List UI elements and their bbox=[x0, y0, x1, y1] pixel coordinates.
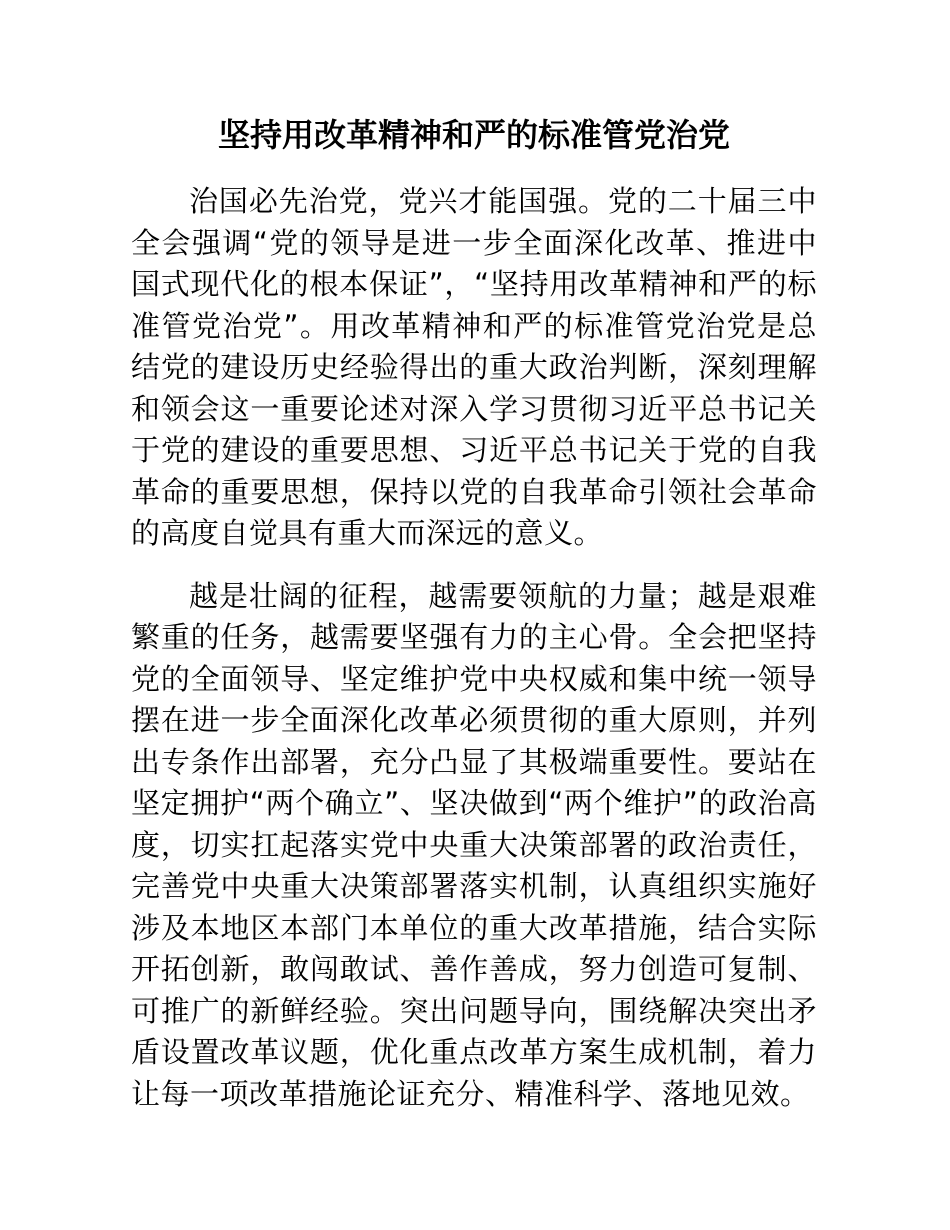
paragraph-body: 越是壮阔的征程，越需要领航的力量；越是艰难繁重的任务，越需要坚强有力的主心骨。全会把坚持党的全面领导、坚定维护党中央权威和集中统一领导摆在进一步全面深化改革必须贯彻的重大原则，并列出专条作出部署，充分凸显了其极端重要性。要站在坚定拥护“两个确立”、坚决做到“两个维护”的政治高度，切实扛起落实党中央重大决策部署的政治责任，完善党中央重大决策部署落实机制，认真组织实施好涉及本地区本部门本单位的重大改革措施，结合实际开拓创新，敢闯敢试、善作善成，努力创造可复制、可推广的新鲜经验。突出问题导向，围绕解决突出矛盾设置改革议题，优化重点改革方案生成机制，着力让每一项改革措施论证充分、精准科学、落地见效。 bbox=[131, 578, 817, 1111]
paragraph-intro: 治国必先治党，党兴才能国强。党的二十届三中全会强调“党的领导是进一步全面深化改革、推进中国式现代化的根本保证”，“坚持用改革精神和严的标准管党治党”。用改革精神和严的标准管党治党是总结党的建设历史经验得出的重大政治判断，深刻理解和领会这一重要论述对深入学习贯彻习近平总书记关于党的建设的重要思想、习近平总书记关于党的自我革命的重要思想，保持以党的自我革命引领社会革命的高度自觉具有重大而深远的意义。 bbox=[131, 184, 817, 551]
document-title: 坚持用改革精神和严的标准管党治党 bbox=[217, 116, 730, 154]
